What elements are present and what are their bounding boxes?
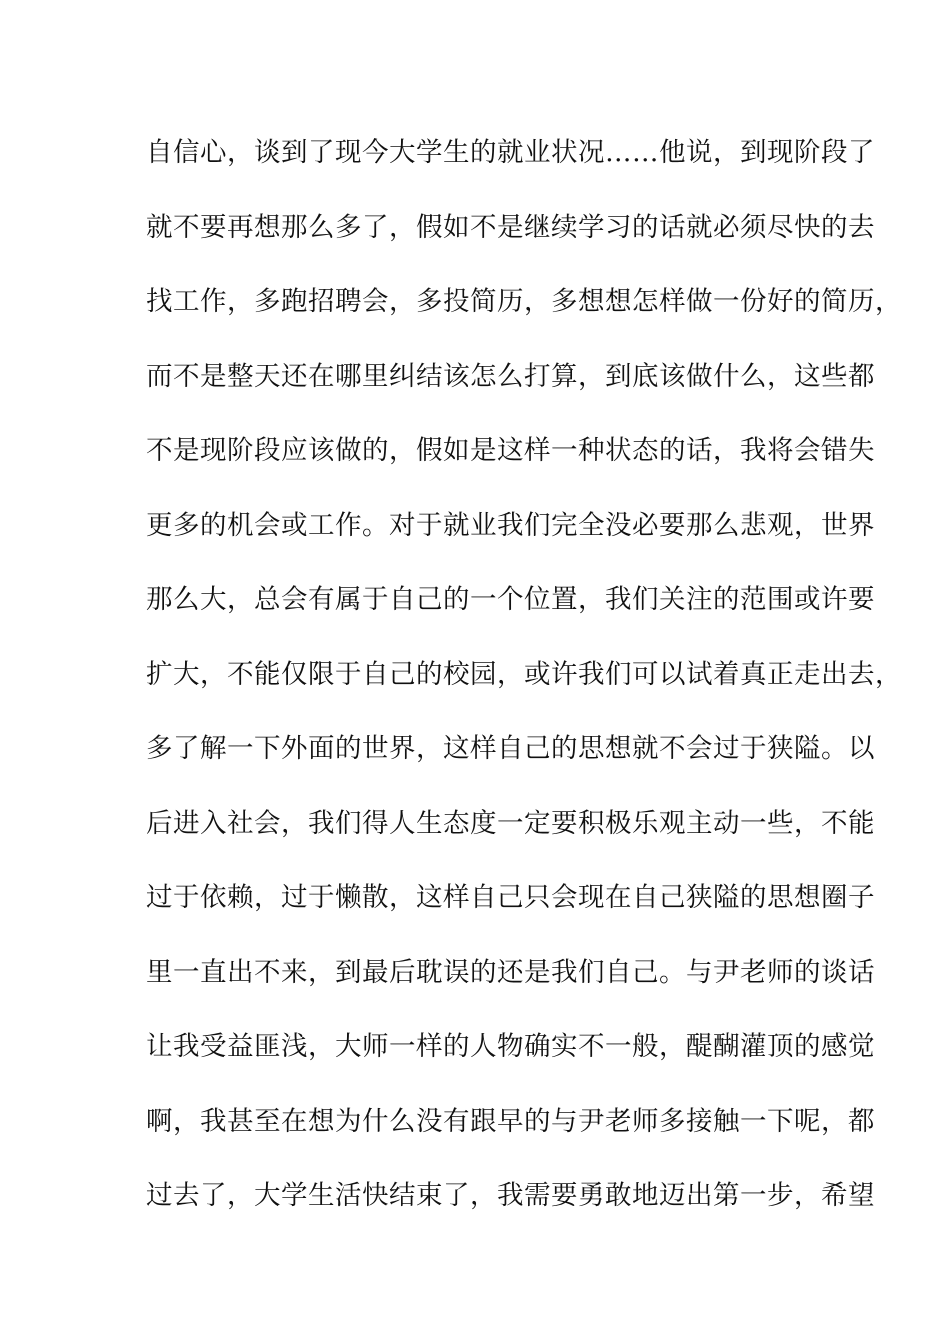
text-line: 找工作，多跑招聘会，多投简历，多想想怎样做一份好的简历， [146, 286, 902, 317]
text-line: 让我受益匪浅，大师一样的人物确实不一般，醍醐灌顶的感觉 [146, 1031, 875, 1062]
text-line: 自信心，谈到了现今大学生的就业状况……他说，到现阶段了 [146, 137, 875, 168]
text-line: 扩大，不能仅限于自己的校园，或许我们可以试着真正走出去， [146, 658, 902, 690]
text-line: 就不要再想那么多了，假如不是继续学习的话就必须尽快的去 [146, 211, 875, 243]
text-line: 过去了，大学生活快结束了，我需要勇敢地迈出第一步，希望 [146, 1180, 875, 1211]
text-line: 而不是整天还在哪里纠结该怎么打算，到底该做什么，这些都 [146, 360, 875, 392]
text-line: 后进入社会，我们得人生态度一定要积极乐观主动一些，不能 [146, 807, 875, 839]
text-line: 更多的机会或工作。对于就业我们完全没必要那么悲观，世界 [146, 509, 875, 541]
body-paragraph [146, 130, 902, 1248]
text-line: 过于依赖，过于懒散，这样自己只会现在自己狭隘的思想圈子 [146, 882, 875, 913]
text-line: 那么大，总会有属于自己的一个位置，我们关注的范围或许要 [146, 584, 875, 615]
text-line: 不是现阶段应该做的，假如是这样一种状态的话，我将会错失 [146, 435, 875, 466]
text-line: 里一直出不来，到最后耽误的还是我们自己。与尹老师的谈话 [146, 956, 875, 988]
text-line: 多了解一下外面的世界，这样自己的思想就不会过于狭隘。以 [146, 733, 875, 764]
text-line: 啊，我甚至在想为什么没有跟早的与尹老师多接触一下呢，都 [146, 1105, 875, 1137]
